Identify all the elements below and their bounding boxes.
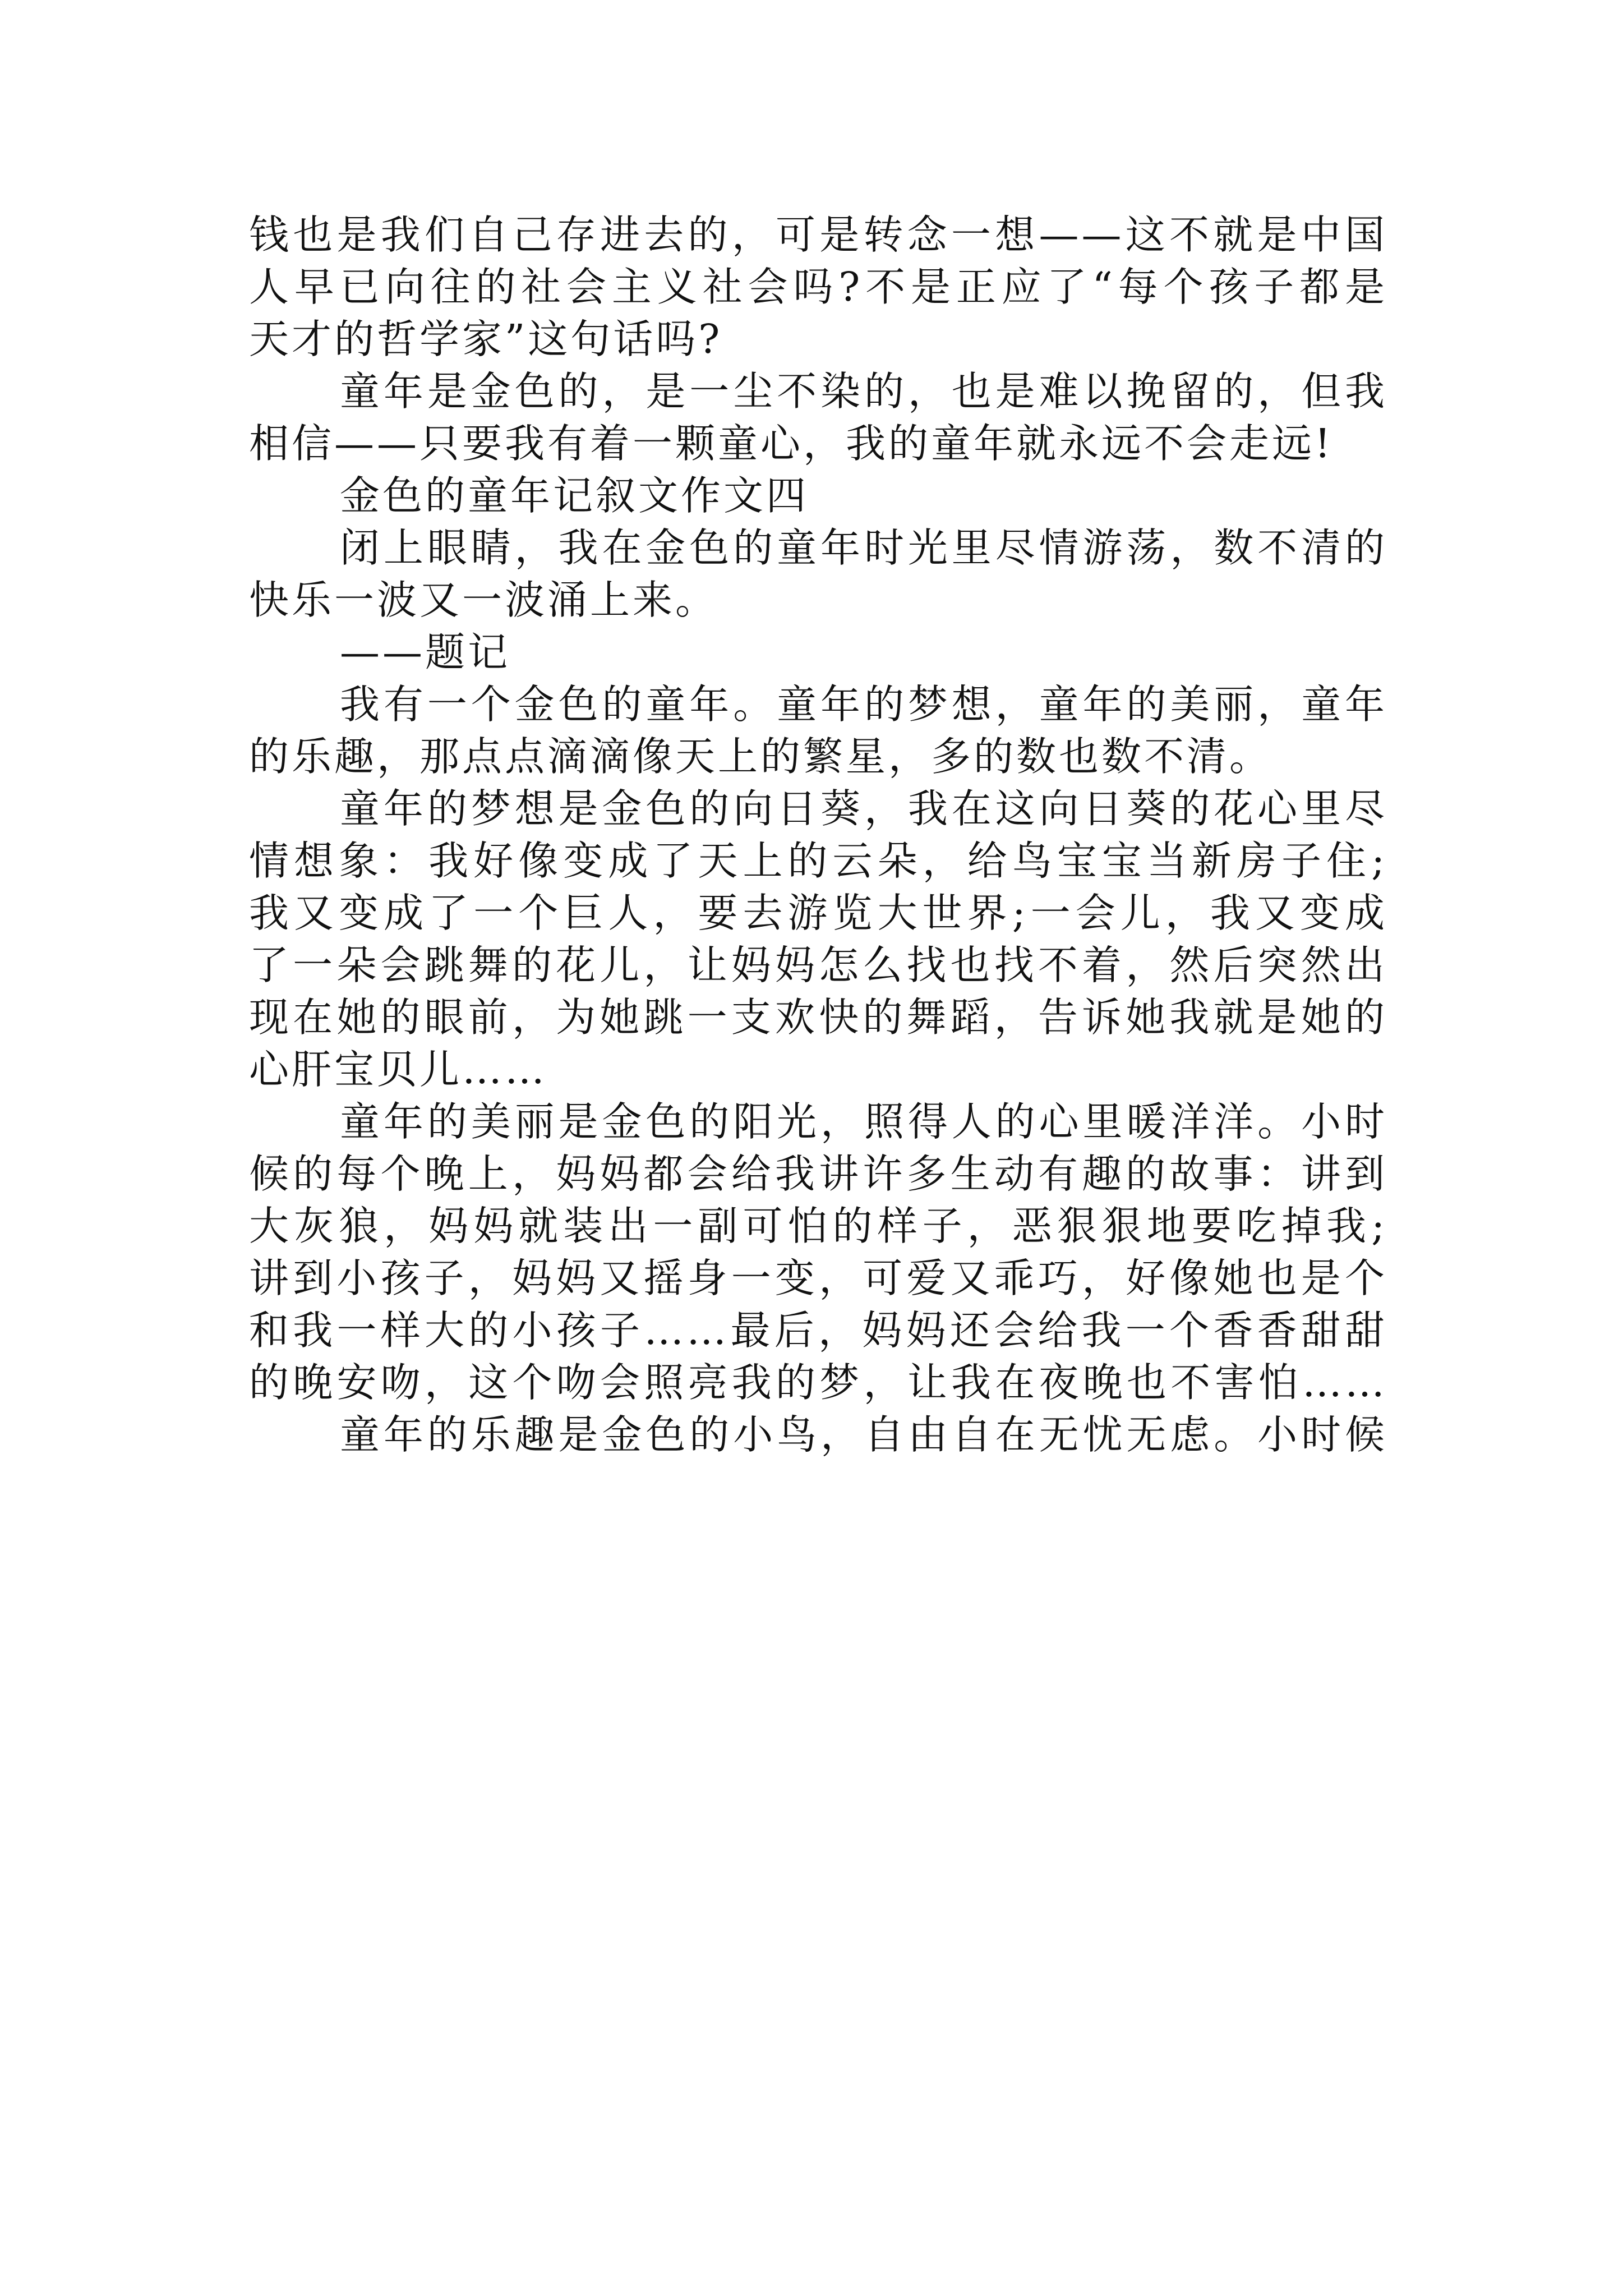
text-line: 现在她的眼前，为她跳一支欢快的舞蹈，告诉她我就是她的 [249, 994, 1387, 1041]
text-line: 的乐趣，那点点滴滴像天上的繁星，多的数也数不清。 [249, 733, 1272, 780]
text-line: 讲到小孩子，妈妈又摇身一变，可爱又乖巧，好像她也是个 [249, 1255, 1387, 1301]
paragraph-first-line: 童年的梦想是金色的向日葵，我在这向日葵的花心里尽 [340, 785, 1387, 832]
text-line: 钱也是我们自己存进去的，可是转念一想——这不就是中国 [249, 211, 1387, 258]
text-line: 我又变成了一个巨人，要去游览大世界;一会儿，我又变成 [249, 890, 1387, 936]
paragraph-first-line: 童年的美丽是金色的阳光，照得人的心里暖洋洋。小时 [340, 1098, 1387, 1145]
paragraph-first-line: 童年的乐趣是金色的小鸟，自由自在无忧无虑。小时候 [340, 1411, 1387, 1458]
text-line: 情想象：我好像变成了天上的云朵，给鸟宝宝当新房子住; [249, 838, 1387, 884]
text-line: 快乐一波又一波涌上来。 [249, 577, 718, 623]
text-line: 的晚安吻，这个吻会照亮我的梦，让我在夜晚也不害怕…… [249, 1359, 1387, 1406]
paragraph-first-line: 童年是金色的，是一尘不染的，也是难以挽留的，但我 [340, 368, 1387, 415]
paragraph-first-line: 我有一个金色的童年。童年的梦想，童年的美丽，童年 [340, 681, 1387, 728]
text-line: 相信——只要我有着一颗童心，我的童年就永远不会走远! [249, 420, 1334, 467]
text-line: 心肝宝贝儿…… [249, 1046, 548, 1093]
text-line: 候的每个晚上，妈妈都会给我讲许多生动有趣的故事：讲到 [249, 1151, 1387, 1197]
text-line: 天才的哲学家”这句话吗? [249, 316, 723, 362]
text-line: 大灰狼，妈妈就装出一副可怕的样子，恶狠狠地要吃掉我; [249, 1203, 1387, 1249]
text-line: 人早已向往的社会主义社会吗?不是正应了“每个孩子都是 [249, 264, 1387, 310]
epigraph-attribution: ——题记 [340, 629, 511, 675]
document-body [249, 209, 1387, 1461]
section-heading: 金色的童年记叙文作文四 [340, 472, 809, 519]
paragraph-first-line: 闭上眼睛，我在金色的童年时光里尽情游荡，数不清的 [340, 524, 1387, 571]
text-line: 和我一样大的小孩子……最后，妈妈还会给我一个香香甜甜 [249, 1307, 1387, 1354]
text-line: 了一朵会跳舞的花儿，让妈妈怎么找也找不着，然后突然出 [249, 942, 1387, 988]
